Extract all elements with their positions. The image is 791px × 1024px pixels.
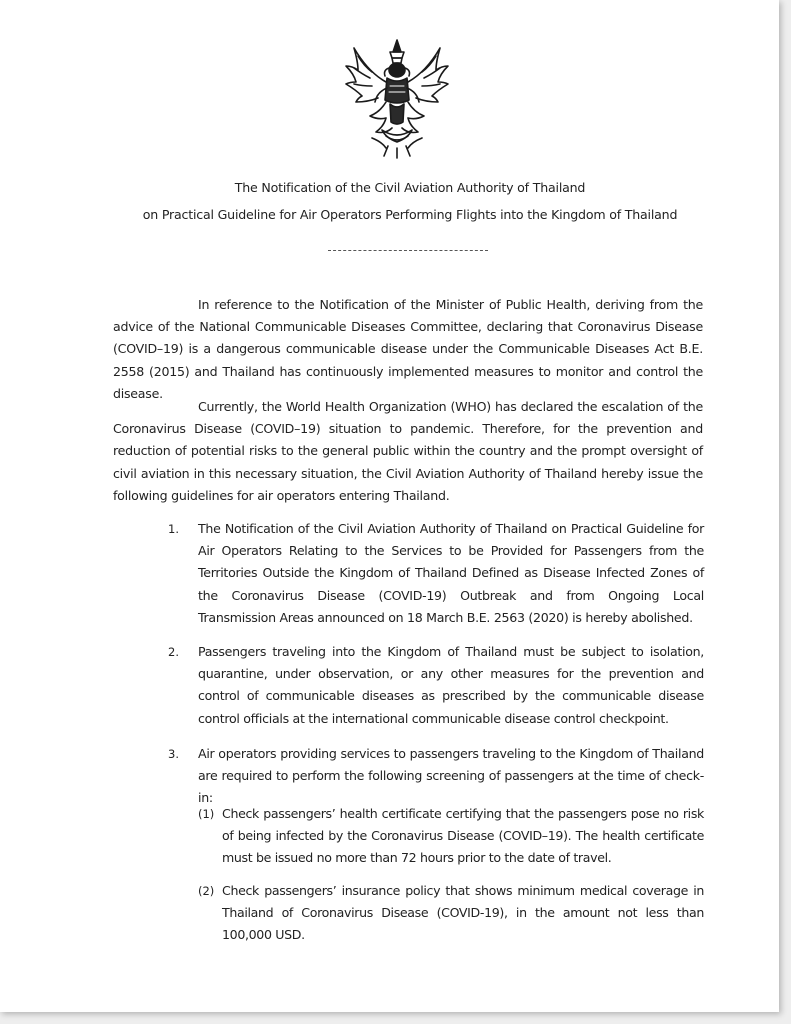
sub-list-item-number: (1) bbox=[198, 807, 215, 821]
notification-title-line-2: on Practical Guideline for Air Operators Performing Flights into the Kingdom of Thailand bbox=[142, 207, 678, 222]
dashed-divider bbox=[328, 250, 488, 251]
list-item-number: 1. bbox=[168, 522, 179, 536]
list-item-number: 3. bbox=[168, 747, 179, 761]
notification-title-line-1: The Notification of the Civil Aviation Authority of Thailand bbox=[234, 180, 586, 195]
list-item-text: The Notification of the Civil Aviation Authority of Thailand on Practical Guideline for Air Operators Relating to the Services to be Provided for Passengers from the Territories Outside the Kingdom of Thailand Defined as Disease Infected Zones of the Coronavirus Disease (COVID-19) Outbreak and from Ongoing Local Transmission Areas announced on 18 March B.E. 2563 (2020) is hereby abolished. bbox=[198, 521, 704, 625]
sub-list-item-text: Check passengers’ health certificate certifying that the passengers pose no risk of being infected by the Coronavirus Disease (COVID–19). The health certificate must be issued no more than 72 hours prior to the date of travel. bbox=[222, 806, 704, 866]
sub-list-item-text: Check passengers’ insurance policy that shows minimum medical coverage in Thailand of Coronavirus Disease (COVID-19), in the amount not less than 100,000 USD. bbox=[222, 883, 704, 943]
list-item-text: Passengers traveling into the Kingdom of Thailand must be subject to isolation, quarantine, under observation, or any other measures for the prevention and control of communicable diseases as prescribed by the communicable disease control officials at the international communicable disease control checkpoint. bbox=[198, 644, 704, 726]
intro-paragraph: In reference to the Notification of the Minister of Public Health, deriving from the advice of the National Communicable Diseases Committee, declaring that Coronavirus Disease (COVID–19) is a dangerous communicable disease under the Communicable Diseases Act B.E. 2558 (2015) and Thailand has continuously implemented measures to monitor and control the disease. bbox=[113, 297, 703, 401]
garuda-emblem-icon bbox=[342, 38, 452, 160]
list-item-number: 2. bbox=[168, 645, 179, 659]
list-item-text: Air operators providing services to passengers traveling to the Kingdom of Thailand are required to perform the following screening of passengers at the time of check-in: bbox=[198, 746, 704, 806]
sub-list-item-number: (2) bbox=[198, 884, 215, 898]
context-paragraph: Currently, the World Health Organization (WHO) has declared the escalation of the Coronavirus Disease (COVID–19) situation to pandemic. Therefore, for the prevention and reduction of potential risks to the general public within the country and the prompt oversight of civil aviation in this necessary situation, the Civil Aviation Authority of Thailand hereby issue the following guidelines for air operators entering Thailand. bbox=[113, 399, 703, 503]
